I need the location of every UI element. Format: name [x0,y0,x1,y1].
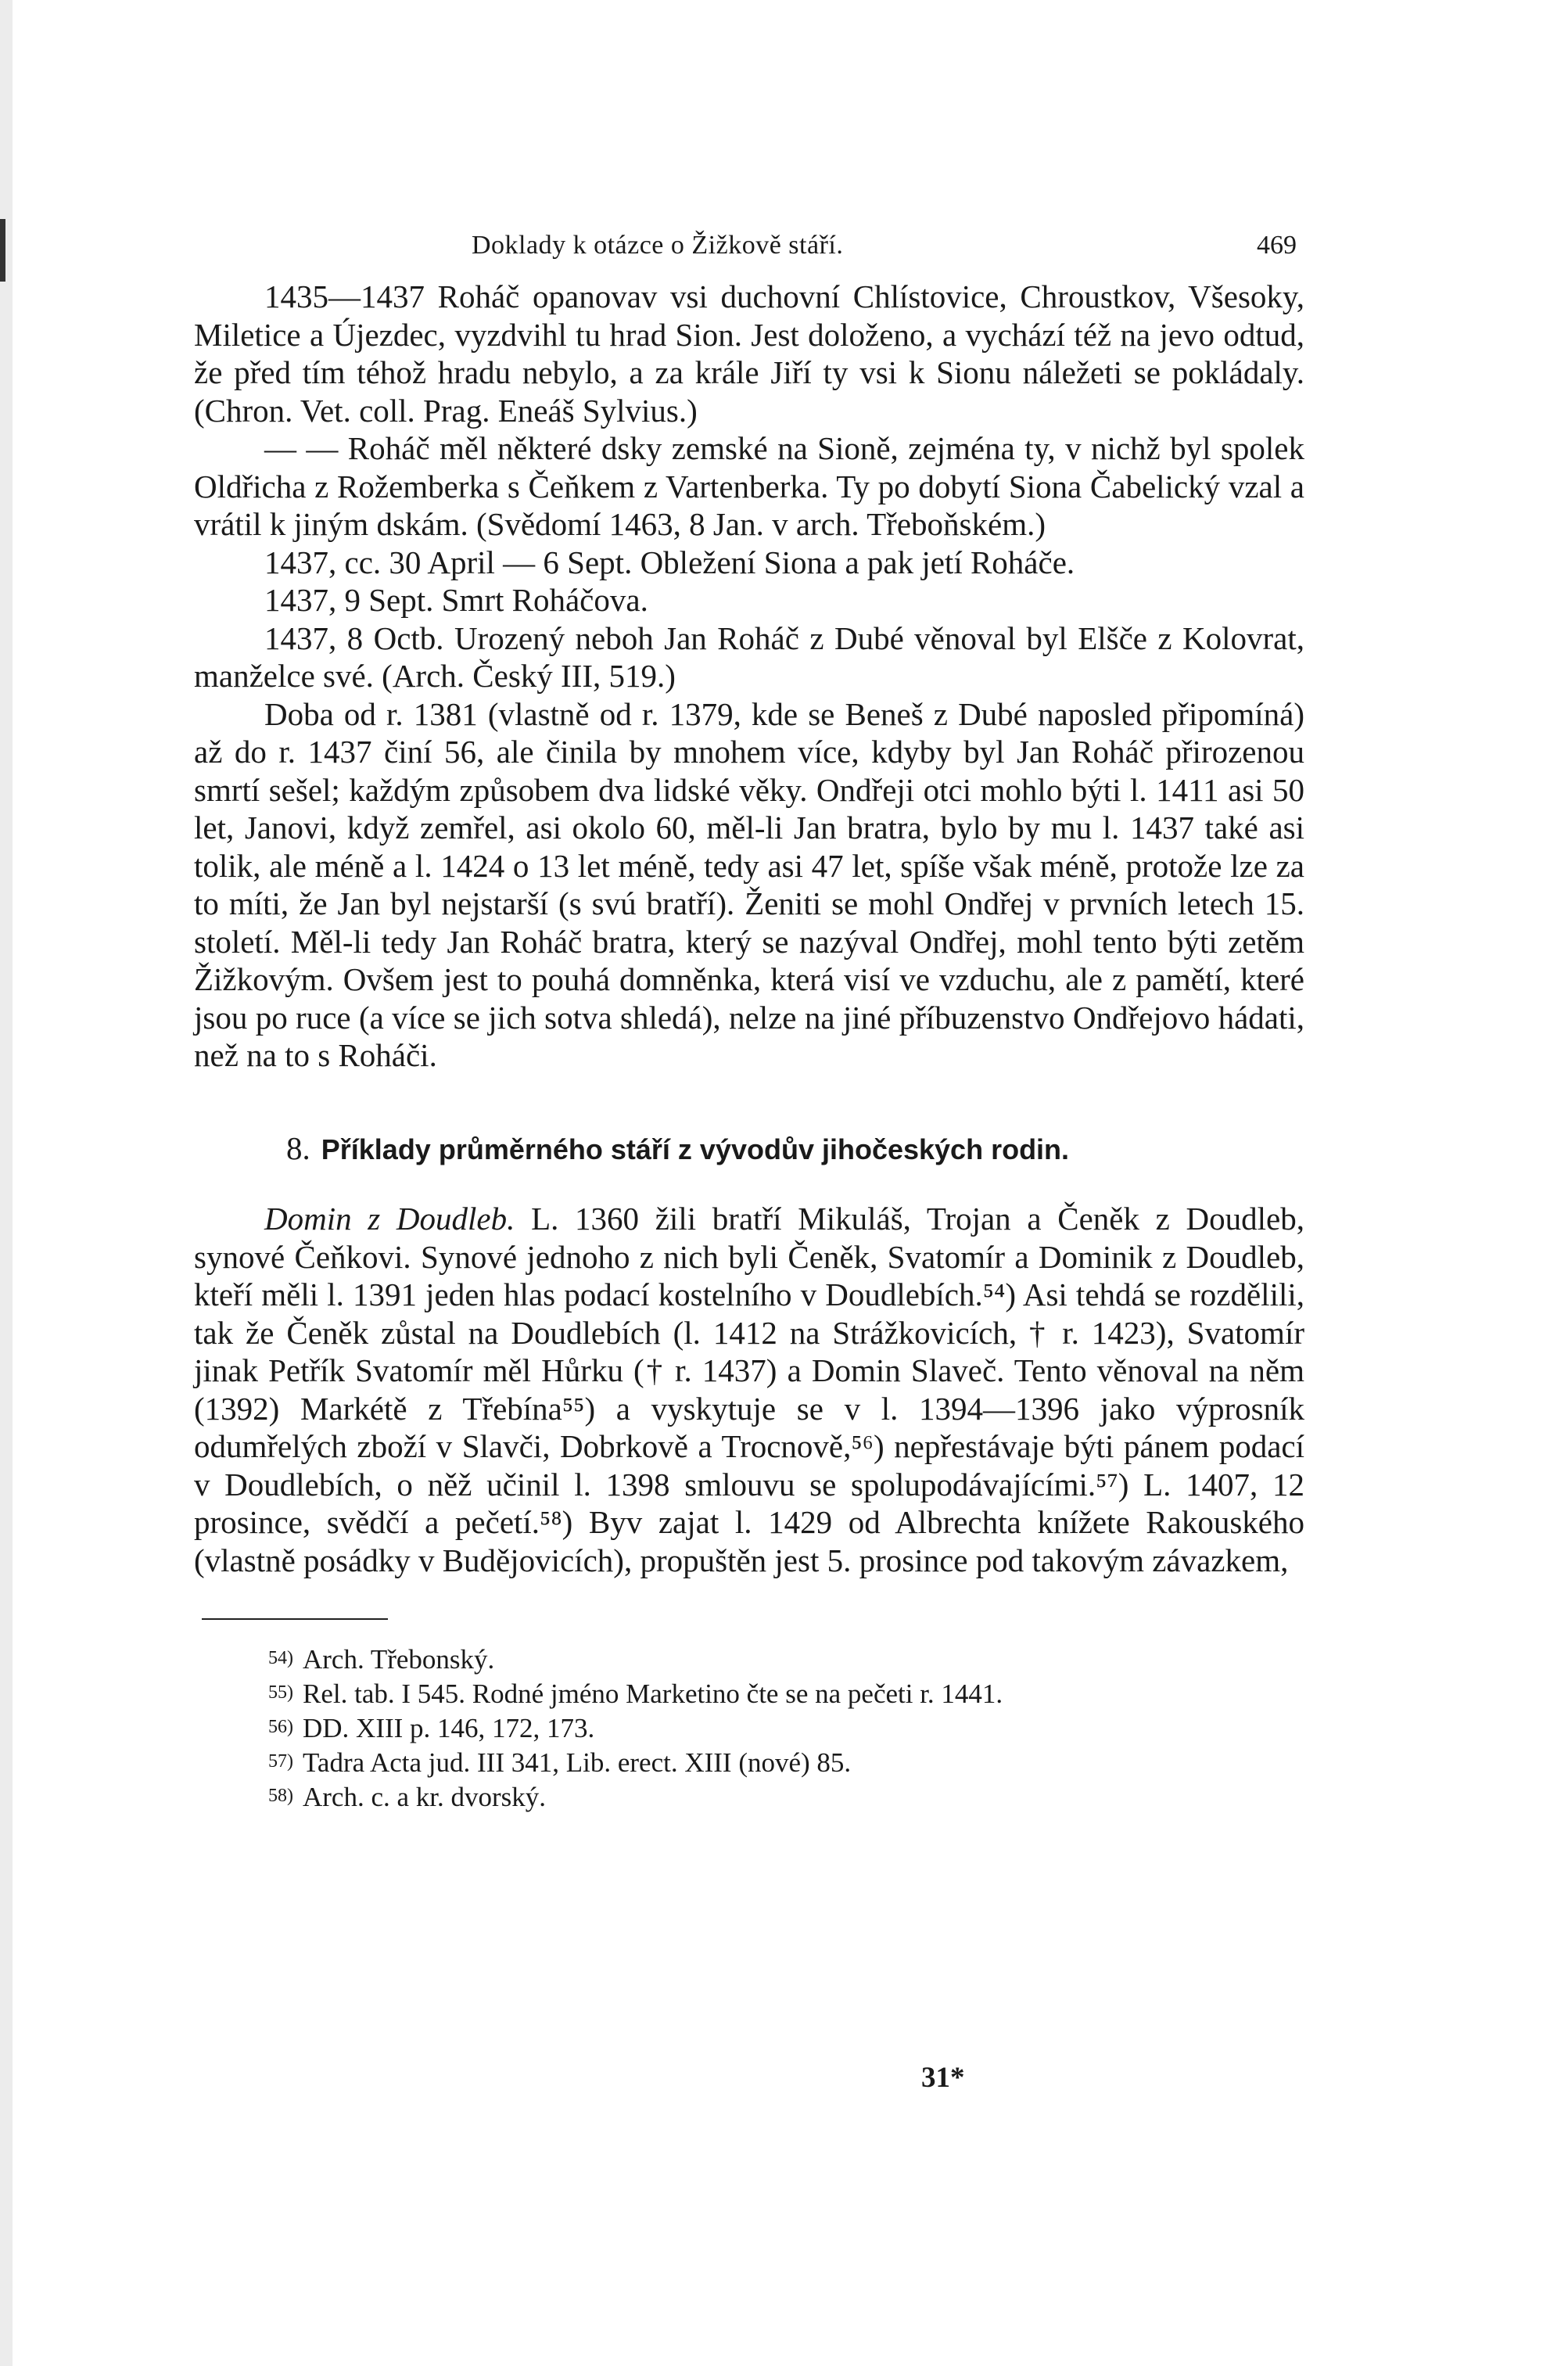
paragraph: — — Roháč měl některé dsky zemské na Sioně, zejména ty, v nichž byl spolek Oldřicha z Rožemberka s Čeňkem z Vartenberka. Ty po dobytí Siona Čabelický vzal a vrátil k jiným dskám. (Svědomí 1463, 8 Jan. v arch. Třeboňském.) [194,430,1304,542]
footnote [268,1676,1304,1711]
paragraph: Doba od r. 1381 (vlastně od r. 1379, kde se Beneš z Dubé naposled připomíná) až do r. 1437 činí 56, ale činila by mnohem více, kdyby byl Jan Roháč přirozenou smrtí sešel; každým způsobem dva lidské věky. Ondřeji otci mohlo býti l. 1411 asi 50 let, Janovi, když zemřel, asi okolo 60, měl-li Jan bratra, bylo by mu l. 1437 také asi tolik, ale méně a l. 1424 o 13 let méně, tedy asi 47 let, spíše však méně, protože lze za to míti, že Jan byl nejstarší (s svú bratří). Ženiti se mohl Ondřej v prvních letech 15. století. Měl-li tedy Jan Roháč bratra, který se nazýval Ondřej, mohl tento býti zetěm Žižkovým. Ovšem jest to pouhá domněnka, která visí ve vzduchu, ale z pamětí, které jsou po ruce (a více se jich sotva shledá), nelze na jiné příbuzenstvo Ondřejovo hádati, než na to s Roháči. [194,695,1304,1073]
footnote-rule [202,1618,388,1620]
footnote-number: 56) [268,1717,293,1737]
footnote [268,1711,1304,1745]
footnote [268,1642,1304,1676]
footnote-text: DD. XIII p. 146, 172, 173. [303,1713,595,1743]
footnote-number: 58) [268,1786,293,1806]
section-number: 8. [286,1129,310,1166]
footnote-number: 55) [268,1682,293,1703]
body-text [194,278,1304,1579]
footnote-number: 54) [268,1648,293,1668]
page [194,231,1304,1814]
footnotes [194,1642,1304,1814]
section-paragraph [194,1200,1304,1579]
footnote-text: Arch. c. a kr. dvorský. [303,1782,547,1812]
running-head [194,231,1304,278]
section-title: Příklady průměrného stáří z vývodův jihočeských rodin. [321,1133,1070,1165]
section-text: L. 1360 žili bratří Mikuláš, Trojan a Čeněk z Doudleb, synové Čeňkovi. Synové jednoho z nich byli Čeněk, Svatomír a Dominik z Doudleb, kteří měli l. 1391 jeden hlas podací kostelního v Doudlebích.⁵⁴) Asi tehdá se rozdělili, tak že Čeněk zůstal na Doudlebích (l. 1412 na Strážkovicích, † r. 1423), Svatomír jinak Petřík Svatomír měl Hůrku († r. 1437) a Domin Slaveč. Tento věnoval na něm (1392) Markétě z Třebína⁵⁵) a vyskytuje se v l. 1394—1396 jako výprosník odumřelých zboží v Slavči, Dobrkově a Trocnově,⁵⁶) nepřestávaje býti pánem podací v Doudlebích, o něž učinil l. 1398 smlouvu se spolupodávajícími.⁵⁷) L. 1407, 12 prosince, svědčí a pečetí.⁵⁸) Byv zajat l. 1429 od Albrechta knížete Rakouského (vlastně posádky v Budějovicích), propuštěn jest 5. prosince pod takovým závazkem, [194,1201,1305,1578]
footnote [268,1779,1304,1814]
paragraph: 1437, 9 Sept. Smrt Roháčova. [264,582,648,618]
scan-edge [0,0,13,2366]
running-head-title: Doklady k otázce o Žižkově stáří. [472,231,844,260]
footnote-text: Rel. tab. I 545. Rodné jméno Marketino čte se na pečeti r. 1441. [303,1678,1003,1709]
signature-mark: 31* [921,2062,965,2094]
paragraph: 1437, 8 Octb. Urozený neboh Jan Roháč z Dubé věnoval byl Elšče z Kolovrat, manželce své. (Arch. Český III, 519.) [194,619,1304,694]
footnote-number: 57) [268,1751,293,1772]
scan-edge-mark [0,219,5,282]
section-lead: Domin z Doudleb. [264,1201,515,1237]
footnote-text: Tadra Acta jud. III 341, Lib. erect. XIII (nové) 85. [303,1747,852,1778]
page-number: 469 [1257,231,1297,260]
section-heading [286,1129,1304,1169]
footnote [268,1745,1304,1779]
footnote-text: Arch. Třebonský. [303,1644,495,1675]
paragraph: 1437, cc. 30 April — 6 Sept. Obležení Siona a pak jetí Roháče. [264,544,1075,580]
paragraph: 1435—1437 Roháč opanovav vsi duchovní Chlístovice, Chroustkov, Všesoky, Miletice a Újezdec, vyzdvihl tu hrad Sion. Jest doloženo, a vychází též na jevo odtud, že před tím téhož hradu nebylo, a za krále Jiří ty vsi k Sionu náležeti se pokládaly. (Chron. Vet. coll. Prag. Eneáš Sylvius.) [194,278,1304,429]
